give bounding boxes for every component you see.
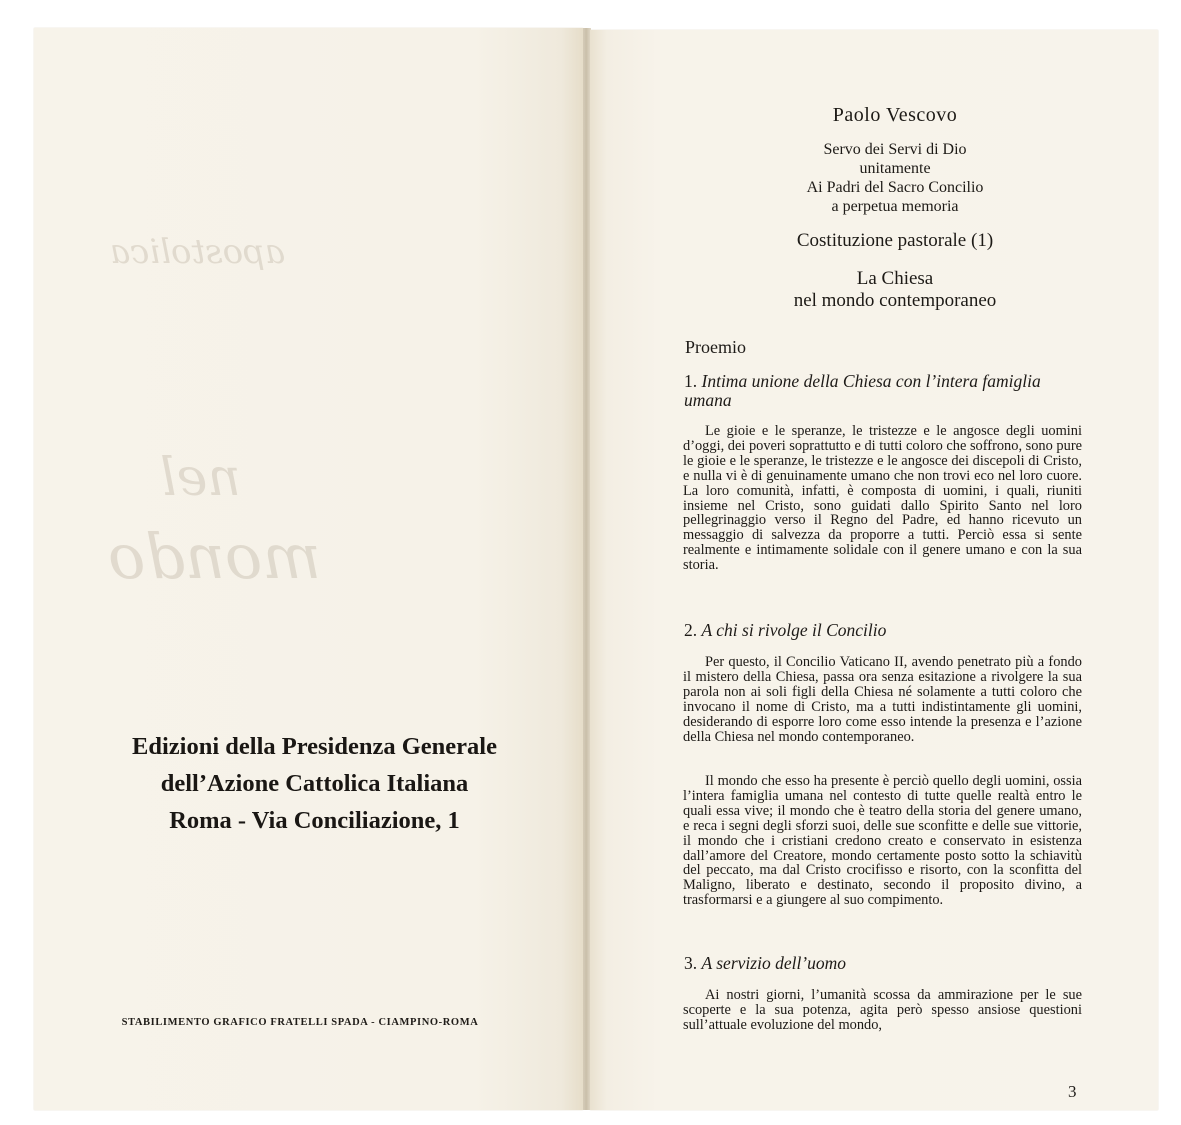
ghost-word-nel: nel bbox=[160, 448, 241, 508]
author-heading: Paolo Vescovo bbox=[832, 104, 958, 126]
section-title-text: Intima unione della Chiesa con l’intera famiglia umana bbox=[684, 371, 1041, 410]
ghost-word-mondo: mondo bbox=[108, 520, 322, 593]
section-number: 1. bbox=[684, 371, 698, 391]
page-number: 3 bbox=[1068, 1082, 1077, 1101]
subtitle-line: Servo dei Servi di Dio bbox=[823, 141, 967, 158]
constitution-heading: Costituzione pastorale (1) bbox=[796, 230, 994, 251]
section-number: 2. bbox=[684, 620, 698, 640]
document-title bbox=[700, 268, 1090, 312]
subtitle-line: a perpetua memoria bbox=[831, 198, 959, 215]
section-title-text: A servizio dell’uomo bbox=[701, 953, 847, 973]
proemio-heading: Proemio bbox=[685, 337, 746, 357]
body-paragraph: Le gioie e le speranze, le tristezze e le angosce degli uomini d’oggi, dei poveri soprattutto e di tutti coloro che soffrono, sono pure le gioie e le speranze, le tristezze e le angosce dei discepoli di Cristo, e nulla vi è di genuinamente umano che non trovi eco nel loro cuore. La loro comunità, infatti, è composta di uomini, i quali, riuniti insieme nel Cristo, sono guidati dallo Spirito Santo nel loro pellegrinaggio verso il Regno del Padre, ed hanno ricevuto un messaggio di salvezza da proporre a tutti. Perciò essa si sente realmente e intimamente solidale con il genere umano e con la sua storia. bbox=[683, 423, 1082, 574]
section-number: 3. bbox=[684, 953, 698, 973]
publisher-line: Edizioni della Presidenza Generale bbox=[132, 733, 497, 760]
publisher-line: Roma - Via Conciliazione, 1 bbox=[169, 807, 460, 834]
section-title bbox=[684, 372, 1084, 410]
printer-imprint: STABILIMENTO GRAFICO FRATELLI SPADA - CIAMPINO-ROMA bbox=[121, 1017, 479, 1028]
body-paragraph: Per questo, il Concilio Vaticano II, avendo penetrato più a fondo il mistero della Chiesa, passa ora senza esitazione a rivolgere la sua parola non ai soli figli della Chiesa né solamente a tutti coloro che invocano il nome di Cristo, ma a tutti indistintamente gli uomini, desiderando di esporre loro come esso intende la presenza e l’azione della Chiesa nel mondo contemporaneo. bbox=[683, 654, 1082, 745]
publisher-line: dell’Azione Cattolica Italiana bbox=[160, 770, 469, 797]
left-page bbox=[34, 28, 583, 1110]
body-paragraph: Ai nostri giorni, l’umanità scossa da ammirazione per le sue scoperte e la sua potenza, agita però spesso ansiose questioni sull’attuale evoluzione del mondo, bbox=[683, 987, 1082, 1033]
section-title bbox=[684, 621, 1084, 640]
section-title-text: A chi si rivolge il Concilio bbox=[701, 620, 887, 640]
section-title bbox=[684, 954, 1084, 973]
document-title-line: nel mondo contemporaneo bbox=[793, 290, 997, 311]
publisher-block bbox=[92, 728, 537, 839]
ghost-word-apostolica: apostolica bbox=[110, 232, 286, 272]
body-paragraph: Il mondo che esso ha presente è perciò quello degli uomini, ossia l’intera famiglia umana nel contesto di tutte quelle realtà entro le quali essa vive; il mondo che è teatro della storia del genere umano, e reca i segni degli sforzi suoi, delle sue sconfitte e delle sue vittorie, il mondo che i cristiani credono creato e conservato in esistenza dall’amore del Creatore, mondo certamente posto sotto la schiavitù del peccato, ma dal Cristo crocifisso e risorto, con la sconfitta del Maligno, liberato e destinato, secondo il proposito divino, a trasformarsi e a giungere al suo compimento. bbox=[683, 773, 1082, 909]
subtitle-line: Ai Padri del Sacro Concilio bbox=[806, 179, 984, 196]
subtitle-line: unitamente bbox=[859, 160, 931, 177]
document-title-line: La Chiesa bbox=[856, 268, 934, 289]
subtitle-block bbox=[700, 140, 1090, 216]
